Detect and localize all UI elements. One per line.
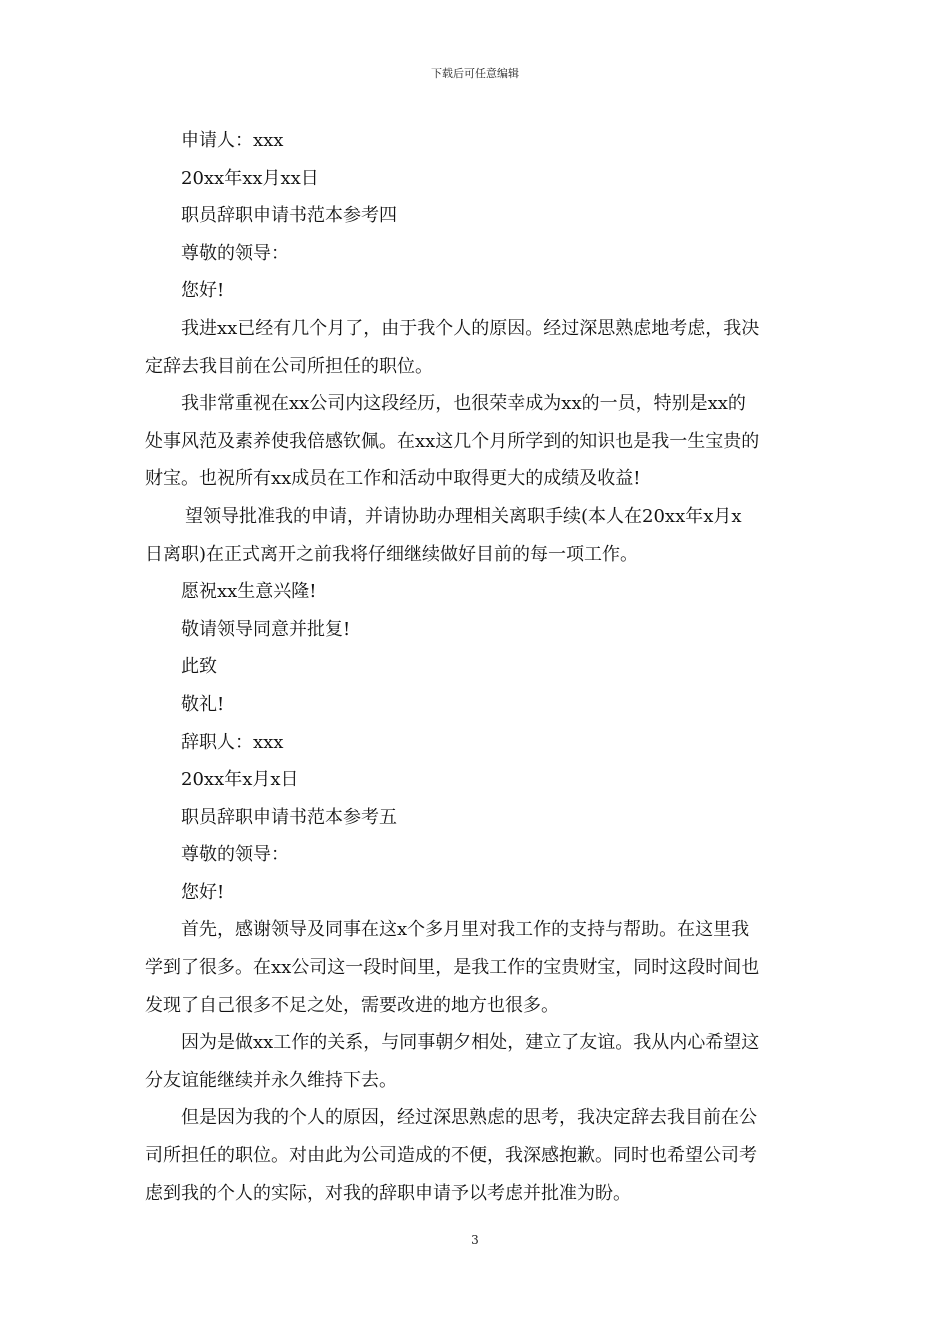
page-number: 3 <box>471 1233 479 1247</box>
closing-line: 此致 <box>181 656 217 678</box>
greeting: 您好! <box>181 280 225 302</box>
header-note: 下载后可任意编辑 <box>431 67 519 80</box>
salutation: 尊敬的领导： <box>181 844 289 866</box>
paragraph-line: 学到了很多。在xx公司这一段时间里，是我工作的宝贵财宝，同时这段时间也 <box>145 957 760 979</box>
paragraph-line: 我非常重视在xx公司内这段经历，也很荣幸成为xx的一员，特别是xx的 <box>181 393 746 415</box>
regards-line: 敬礼! <box>181 693 225 715</box>
paragraph-line: 发现了自己很多不足之处，需要改进的地方也很多。 <box>145 994 559 1016</box>
paragraph-line: 日离职)在正式离开之前我将仔细继续做好目前的每一项工作。 <box>145 543 639 565</box>
paragraph-line: 虑到我的个人的实际，对我的辞职申请予以考虑并批准为盼。 <box>145 1182 631 1204</box>
paragraph-line: 司所担任的职位。对由此为公司造成的不便，我深感抱歉。同时也希望公司考 <box>145 1145 757 1167</box>
date-line: 20xx年x月x日 <box>181 769 299 791</box>
paragraph-line: 首先，感谢领导及同事在这x个多月里对我工作的支持与帮助。在这里我 <box>181 919 750 941</box>
section-title-four: 职员辞职申请书范本参考四 <box>181 205 397 227</box>
paragraph-line: 财宝。也祝所有xx成员在工作和活动中取得更大的成绩及收益! <box>145 468 641 490</box>
paragraph-line: 分友谊能继续并永久维持下去。 <box>145 1069 397 1091</box>
document-body <box>145 122 809 1212</box>
paragraph-line: 定辞去我目前在公司所担任的职位。 <box>145 355 433 377</box>
greeting: 您好! <box>181 881 225 903</box>
resigner-line: 辞职人：xxx <box>181 731 284 753</box>
paragraph-line: 处事风范及素养使我倍感钦佩。在xx这几个月所学到的知识也是我一生宝贵的 <box>145 430 760 452</box>
paragraph-line: 望领导批准我的申请，并请协助办理相关离职手续(本人在20xx年x月x <box>185 505 742 527</box>
salutation: 尊敬的领导： <box>181 242 289 264</box>
wish-line: 愿祝xx生意兴隆! <box>181 581 317 603</box>
paragraph-line: 因为是做xx工作的关系，与同事朝夕相处，建立了友谊。我从内心希望这 <box>181 1032 760 1054</box>
request-line: 敬请领导同意并批复! <box>181 618 351 640</box>
applicant-line: 申请人：xxx <box>181 130 284 151</box>
section-title-five: 职员辞职申请书范本参考五 <box>181 806 397 828</box>
date-line: 20xx年xx月xx日 <box>181 167 319 189</box>
paragraph-line: 但是因为我的个人的原因，经过深思熟虑的思考，我决定辞去我目前在公 <box>181 1107 757 1129</box>
paragraph-line: 我进xx已经有几个月了，由于我个人的原因。经过深思熟虑地考虑，我决 <box>181 317 760 339</box>
